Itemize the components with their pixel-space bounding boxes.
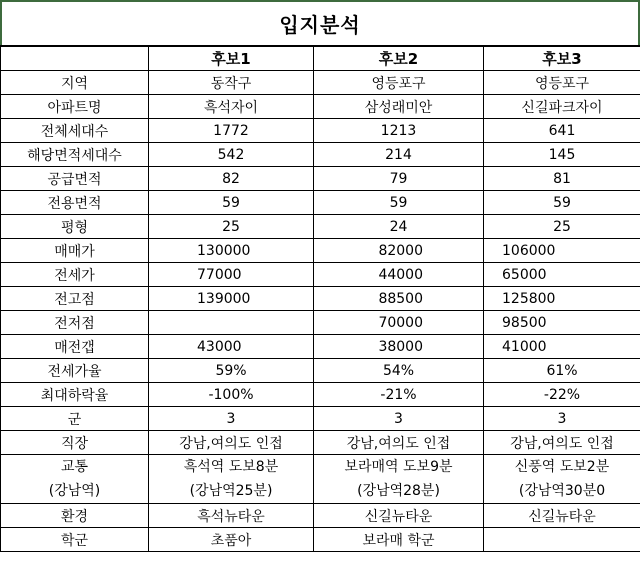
cell[interactable]: 59 — [484, 191, 640, 215]
cell[interactable]: 영등포구 — [484, 71, 640, 95]
cell-transport-1[interactable] — [149, 455, 314, 504]
cell[interactable]: 79 — [314, 167, 484, 191]
header-cell-blank[interactable] — [1, 46, 149, 71]
cell[interactable]: 초품아 — [149, 528, 314, 552]
row-label[interactable]: 전용면적 — [1, 191, 149, 215]
table-row — [1, 95, 640, 119]
header-candidate-1[interactable]: 후보1 — [149, 46, 314, 71]
cell[interactable]: 61% — [484, 359, 640, 383]
row-label-transport[interactable] — [1, 455, 149, 504]
cell[interactable]: 130000 — [149, 239, 314, 263]
row-label[interactable]: 매전갭 — [1, 335, 149, 359]
row-label[interactable]: 아파트명 — [1, 95, 149, 119]
cell[interactable]: 542 — [149, 143, 314, 167]
cell[interactable]: 125800 — [484, 287, 640, 311]
table-row — [1, 359, 640, 383]
row-label[interactable]: 직장 — [1, 431, 149, 455]
cell[interactable]: 영등포구 — [314, 71, 484, 95]
cell[interactable]: 81 — [484, 167, 640, 191]
row-label[interactable]: 해당면적세대수 — [1, 143, 149, 167]
table-row — [1, 239, 640, 263]
cell[interactable]: 25 — [484, 215, 640, 239]
cell[interactable]: -100% — [149, 383, 314, 407]
header-candidate-2[interactable]: 후보2 — [314, 46, 484, 71]
row-label[interactable]: 전저점 — [1, 311, 149, 335]
transport-line2: (강남역30분0 — [518, 483, 606, 499]
table-row — [1, 528, 640, 552]
cell[interactable]: 82000 — [314, 239, 484, 263]
table-row — [1, 119, 640, 143]
row-label[interactable]: 전세가율 — [1, 359, 149, 383]
row-label[interactable]: 전세가 — [1, 263, 149, 287]
title-bar — [0, 0, 640, 45]
row-label[interactable]: 군 — [1, 407, 149, 431]
cell[interactable]: 65000 — [484, 263, 640, 287]
table-row — [1, 335, 640, 359]
cell[interactable]: 25 — [149, 215, 314, 239]
row-label[interactable]: 공급면적 — [1, 167, 149, 191]
cell[interactable]: 강남,여의도 인접 — [314, 431, 484, 455]
cell[interactable]: 보라매 학군 — [314, 528, 484, 552]
cell[interactable]: 신길파크자이 — [484, 95, 640, 119]
table-row — [1, 71, 640, 95]
cell[interactable]: 43000 — [149, 335, 314, 359]
table-row — [1, 383, 640, 407]
table-row — [1, 263, 640, 287]
transport-line2: (강남역28분) — [357, 483, 440, 499]
row-label[interactable]: 지역 — [1, 71, 149, 95]
cell[interactable]: 106000 — [484, 239, 640, 263]
cell[interactable]: 동작구 — [149, 71, 314, 95]
table-row — [1, 215, 640, 239]
table-row — [1, 311, 640, 335]
cell-transport-2[interactable] — [314, 455, 484, 504]
cell[interactable]: 641 — [484, 119, 640, 143]
transport-line1: 흑석역 도보8분 — [183, 459, 279, 475]
cell[interactable]: 214 — [314, 143, 484, 167]
transport-label-line2: (강남역) — [48, 483, 101, 499]
cell[interactable]: 3 — [149, 407, 314, 431]
row-label[interactable]: 학군 — [1, 528, 149, 552]
table-row — [1, 407, 640, 431]
cell[interactable]: 강남,여의도 인접 — [149, 431, 314, 455]
table-row — [1, 504, 640, 528]
cell[interactable]: 88500 — [314, 287, 484, 311]
cell[interactable]: 강남,여의도 인접 — [484, 431, 640, 455]
cell[interactable]: 59 — [149, 191, 314, 215]
table-row-transport — [1, 455, 640, 504]
cell[interactable]: 1772 — [149, 119, 314, 143]
table-row — [1, 167, 640, 191]
cell[interactable] — [484, 528, 640, 552]
cell[interactable]: 139000 — [149, 287, 314, 311]
cell[interactable]: 54% — [314, 359, 484, 383]
cell[interactable]: -21% — [314, 383, 484, 407]
row-label[interactable]: 전고점 — [1, 287, 149, 311]
cell[interactable]: 흑석뉴타운 — [149, 504, 314, 528]
transport-line1: 신풍역 도보2분 — [514, 459, 610, 475]
cell[interactable]: 98500 — [484, 311, 640, 335]
cell[interactable]: 3 — [314, 407, 484, 431]
analysis-table — [0, 45, 640, 552]
table-row — [1, 287, 640, 311]
table-row — [1, 191, 640, 215]
row-label[interactable]: 전체세대수 — [1, 119, 149, 143]
cell[interactable] — [149, 311, 314, 335]
cell[interactable]: 59 — [314, 191, 484, 215]
transport-label-line1: 교통 — [60, 459, 89, 475]
cell[interactable]: 삼성래미안 — [314, 95, 484, 119]
cell[interactable]: 41000 — [484, 335, 640, 359]
cell[interactable]: 3 — [484, 407, 640, 431]
cell[interactable]: 신길뉴타운 — [484, 504, 640, 528]
cell[interactable]: 77000 — [149, 263, 314, 287]
cell[interactable]: 70000 — [314, 311, 484, 335]
table-row — [1, 143, 640, 167]
cell[interactable]: 82 — [149, 167, 314, 191]
cell[interactable]: 38000 — [314, 335, 484, 359]
cell[interactable]: 1213 — [314, 119, 484, 143]
cell[interactable]: 59% — [149, 359, 314, 383]
table-row — [1, 431, 640, 455]
cell[interactable]: 흑석자이 — [149, 95, 314, 119]
sheet-title: 입지분석 — [279, 13, 361, 37]
row-label[interactable]: 환경 — [1, 504, 149, 528]
cell[interactable]: 145 — [484, 143, 640, 167]
cell[interactable]: 신길뉴타운 — [314, 504, 484, 528]
row-label[interactable]: 최대하락율 — [1, 383, 149, 407]
cell-transport-3[interactable] — [484, 455, 640, 504]
header-row — [1, 46, 640, 71]
row-label[interactable]: 매매가 — [1, 239, 149, 263]
cell[interactable]: 24 — [314, 215, 484, 239]
cell[interactable]: -22% — [484, 383, 640, 407]
row-label[interactable]: 평형 — [1, 215, 149, 239]
header-candidate-3[interactable]: 후보3 — [484, 46, 640, 71]
cell[interactable]: 44000 — [314, 263, 484, 287]
transport-line2: (강남역25분) — [189, 483, 273, 499]
transport-line1: 보라매역 도보9분 — [344, 459, 453, 475]
